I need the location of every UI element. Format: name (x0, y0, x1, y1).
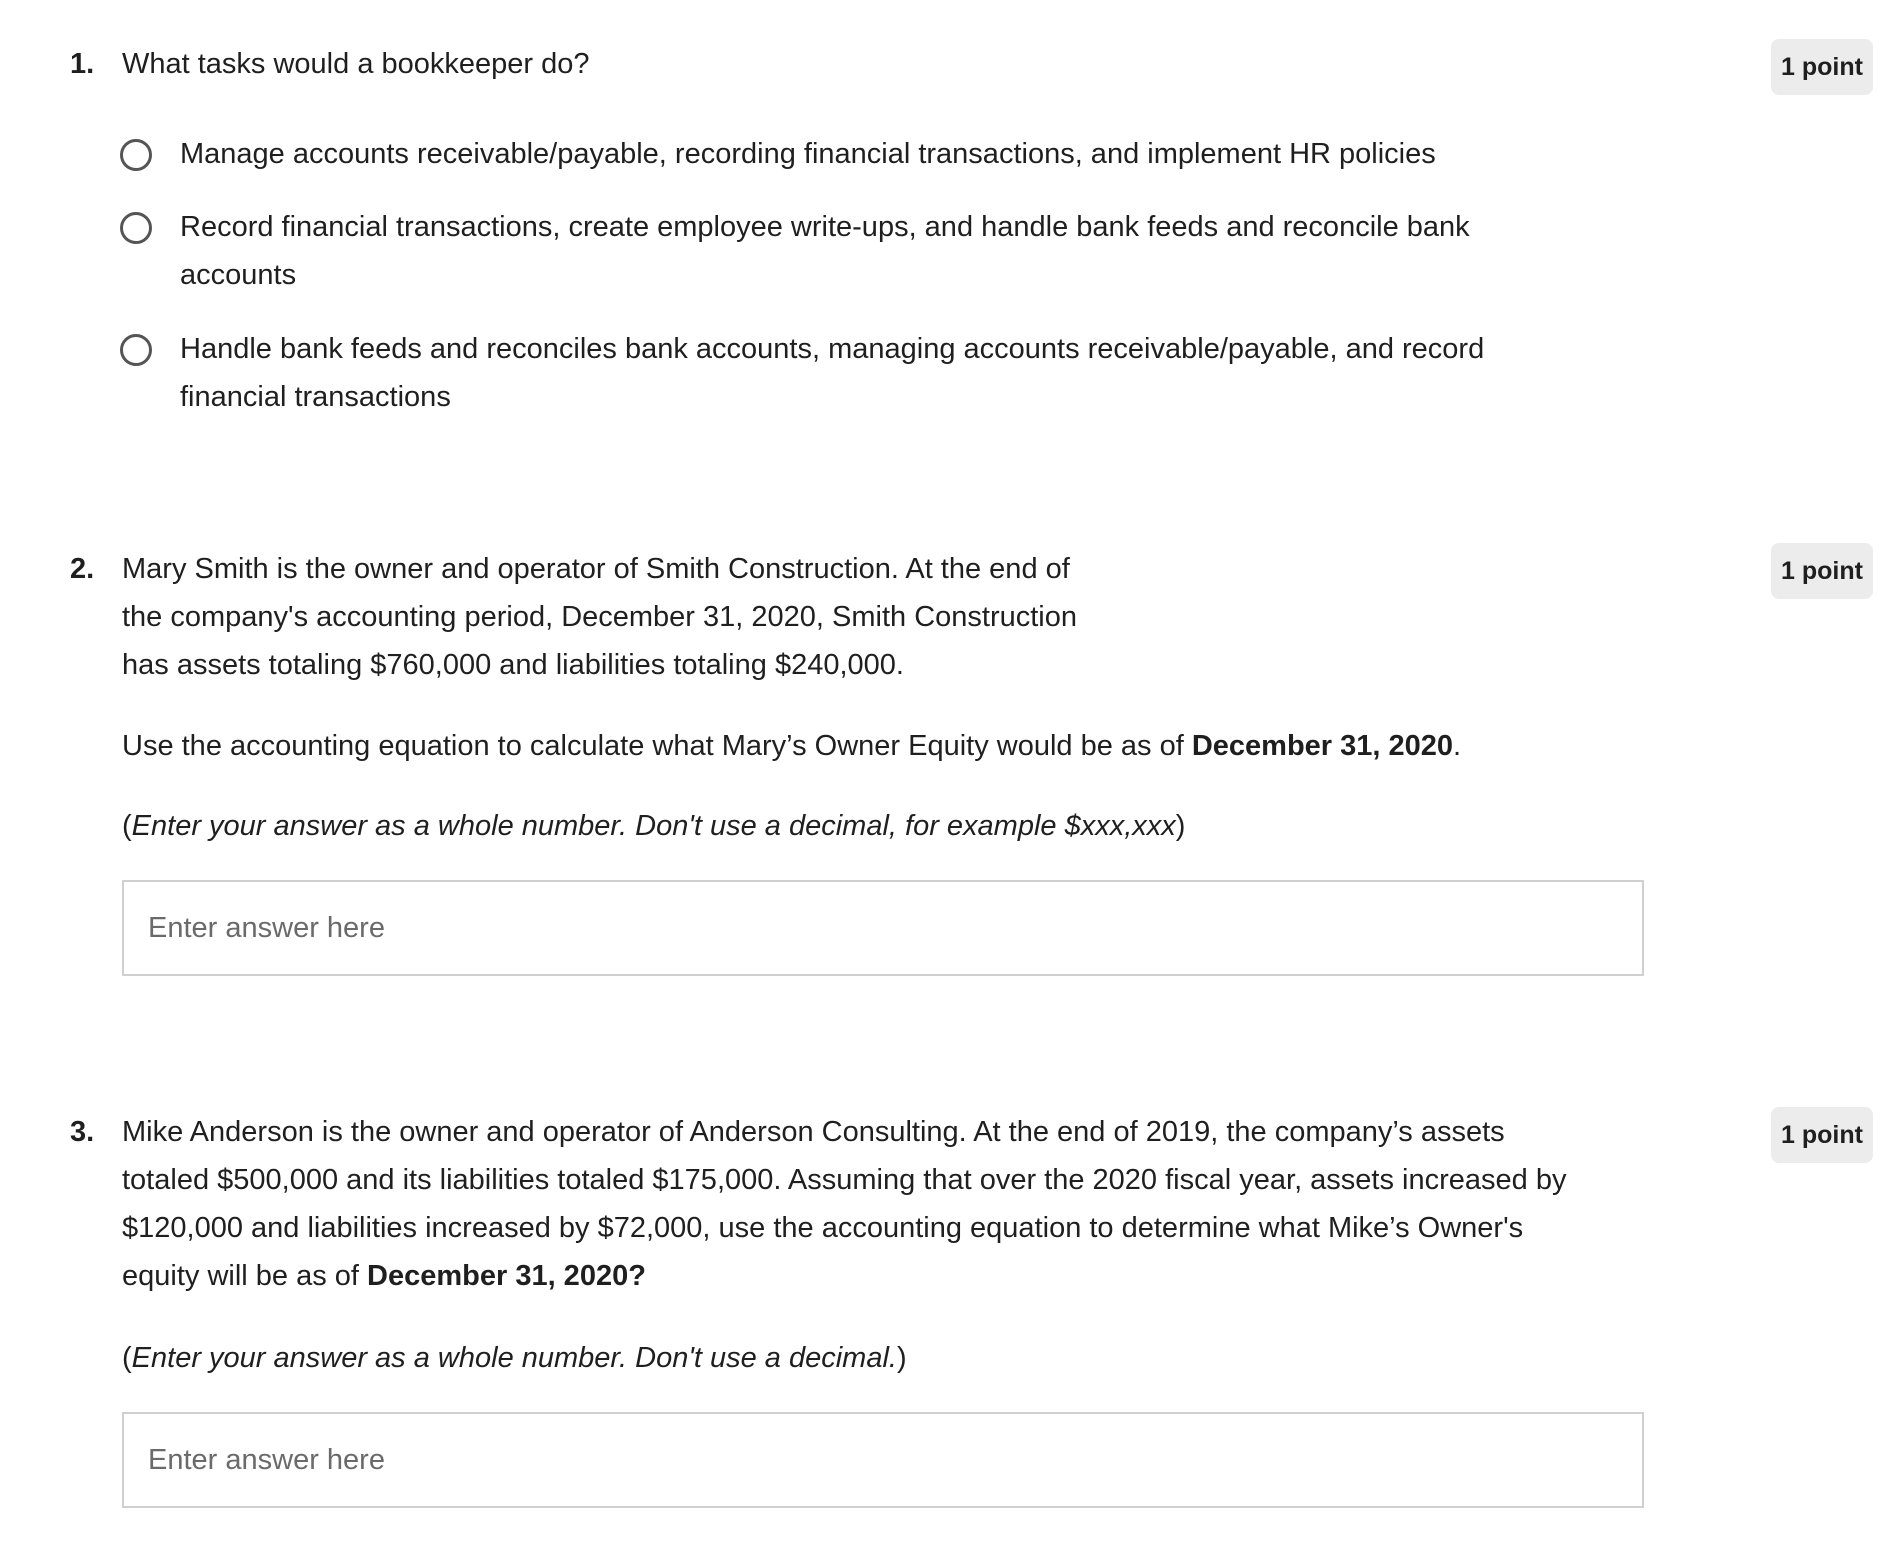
question-prompt: What tasks would a bookkeeper do? (122, 48, 590, 80)
note-paren-open: ( (122, 810, 132, 842)
question-number: 3. (70, 1116, 95, 1148)
question-text (122, 1108, 1566, 1300)
option-label: Handle bank feeds and reconciles bank accounts, managing accounts receivable/payable, and record (180, 333, 1485, 365)
note-paren-close: ) (1175, 810, 1186, 842)
points-badge: 1 point (1771, 543, 1873, 599)
question-number: 1. (70, 48, 95, 80)
question-text-line: Mary Smith is the owner and operator of Smith Construction. At the end of (122, 553, 1070, 585)
instruction-text: Use the accounting equation to calculate what Mary’s Owner Equity would be as of (122, 730, 1192, 762)
points-badge: 1 point (1771, 39, 1873, 95)
answer-format-note (122, 1334, 907, 1382)
option-label-continued: financial transactions (180, 381, 451, 413)
question-text-fragment: equity will be as of (122, 1260, 368, 1292)
question-text (122, 545, 1077, 689)
answer-format-note (122, 802, 1185, 850)
note-paren-open: ( (122, 1342, 132, 1374)
option-label: Record financial transactions, create employee write-ups, and handle bank feeds and reconcile bank (180, 211, 1470, 243)
instruction-suffix: . (1453, 730, 1462, 762)
note-text: Enter your answer as a whole number. Don't use a decimal. (131, 1342, 897, 1374)
question-instruction (122, 722, 1461, 770)
question-text-line: the company's accounting period, December 31, 2020, Smith Construction (122, 601, 1078, 633)
question-text-line: Mike Anderson is the owner and operator of Anderson Consulting. At the end of 2019, the company’s assets (122, 1116, 1505, 1148)
radio-button[interactable] (120, 334, 152, 366)
note-paren-close: ) (896, 1342, 907, 1374)
question-text-line: has assets totaling $760,000 and liabilities totaling $240,000. (122, 649, 904, 681)
radio-button[interactable] (120, 139, 152, 171)
question-text-line: $120,000 and liabilities increased by $72,000, use the accounting equation to determine what Mike’s Owner's (122, 1212, 1524, 1244)
answer-input[interactable] (122, 1412, 1644, 1508)
points-badge: 1 point (1771, 1107, 1873, 1163)
question-date: December 31, 2020? (367, 1260, 646, 1292)
question-text-line (122, 1252, 1566, 1300)
option-label: Manage accounts receivable/payable, recording financial transactions, and implement HR policies (180, 138, 1436, 170)
option-label-continued: accounts (180, 259, 297, 291)
question-number: 2. (70, 553, 95, 585)
answer-input[interactable] (122, 880, 1644, 976)
radio-button[interactable] (120, 212, 152, 244)
question-text-line: totaled $500,000 and its liabilities totaled $175,000. Assuming that over the 2020 fiscal year, assets increased by (122, 1164, 1567, 1196)
note-text: Enter your answer as a whole number. Don't use a decimal, for example $xxx,xxx (131, 810, 1176, 842)
instruction-date: December 31, 2020 (1191, 730, 1454, 762)
